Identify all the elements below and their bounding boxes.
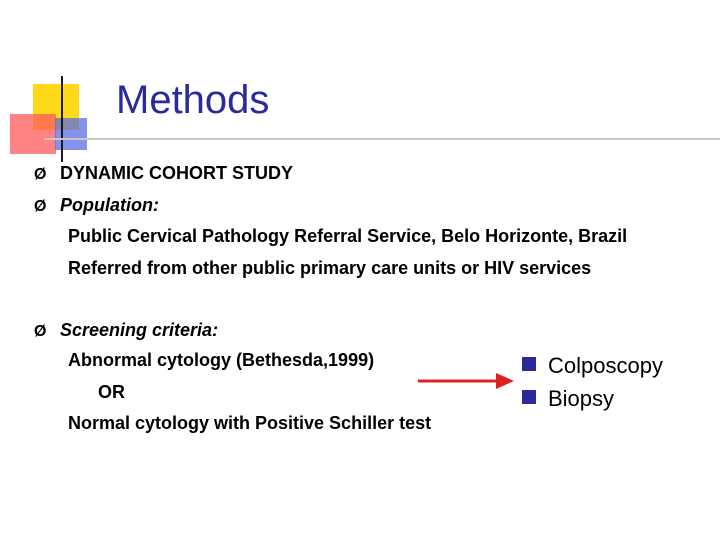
bullet-text: Screening criteria: [60,320,219,340]
arrow-bullet-icon: Ø [34,166,47,183]
slide-title: Methods [116,78,270,122]
title-divider [44,138,720,140]
outcome-biopsy [522,386,614,412]
bullet-population [34,195,159,216]
population-line-2: Referred from other public primary care units or HIV services [68,258,592,278]
bullet-text: Population: [60,195,159,215]
criteria-line-1: Abnormal cytology (Bethesda,1999) [68,350,375,370]
bullet-screening-criteria [34,320,218,341]
bullet-study-type [34,163,293,184]
population-line-1: Public Cervical Pathology Referral Service, Belo Horizonte, Brazil [68,226,628,246]
outcome-colposcopy [522,353,663,379]
square-bullet-icon [522,357,536,371]
logo-red-square [10,114,56,154]
logo-blue-square [55,118,87,150]
bullet-text: DYNAMIC COHORT STUDY [60,163,293,183]
decorative-logo [0,0,110,170]
arrow-bullet-icon: Ø [34,323,47,340]
logo-vertical-line [61,76,63,162]
outcome-text: Biopsy [548,386,615,411]
square-bullet-icon [522,390,536,404]
outcome-text: Colposcopy [548,353,663,378]
red-arrow-icon [418,370,514,392]
criteria-line-2: Normal cytology with Positive Schiller test [68,413,432,433]
arrow-bullet-icon: Ø [34,198,47,215]
criteria-line-or: OR [98,382,125,402]
